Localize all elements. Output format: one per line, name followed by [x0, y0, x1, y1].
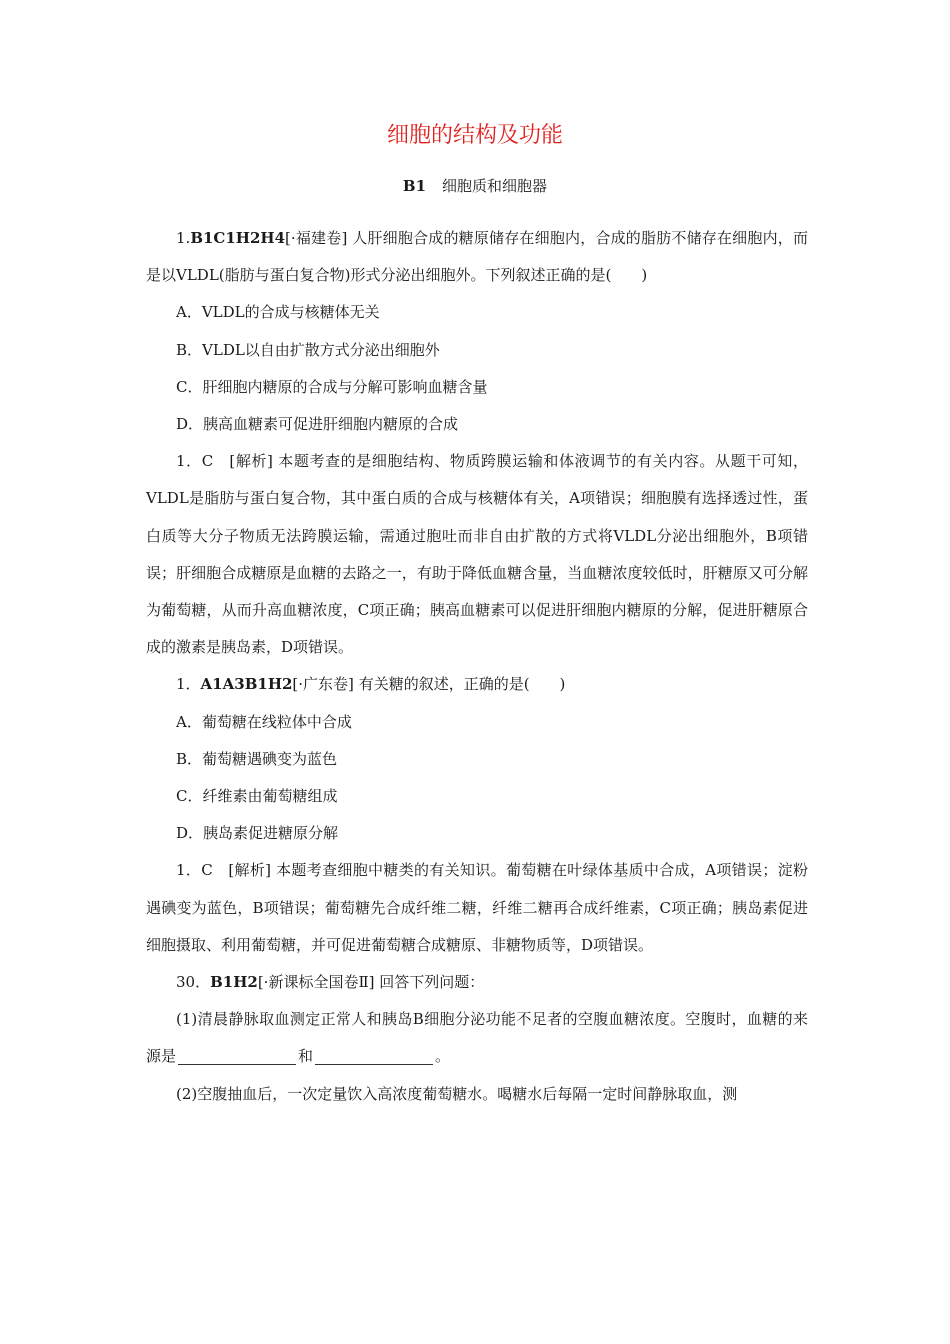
question-2-stem	[146, 666, 808, 703]
part-text: (1)清晨静脉取血测定正常人和胰岛B细胞分泌功能不足者的空腹血糖浓度。空腹时，血糖的来源是	[146, 1010, 808, 1066]
document-body	[146, 220, 808, 1113]
knowledge-tag: A1A3B1H2	[200, 675, 293, 694]
answer-explanation-2: 1．C [解析] 本题考查细胞中糖类的有关知识。葡萄糖在叶绿体基质中合成，A项错误；淀粉遇碘变为蓝色，B项错误；葡萄糖先合成纤维二糖，纤维二糖再合成纤维素，C项正确；胰岛素促进细胞摄取、利用葡萄糖，并可促进葡萄糖合成糖原、非糖物质等，D项错误。	[146, 861, 808, 954]
option-c: C．肝细胞内糖原的合成与分解可影响血糖含量	[176, 377, 488, 396]
section-code: B1	[402, 177, 427, 195]
question-source: [·福建卷]	[285, 229, 348, 247]
option-d: D．胰岛素促进糖原分解	[176, 824, 339, 843]
section-title: 细胞质和细胞器	[442, 177, 548, 195]
question-number: 30．	[176, 973, 211, 992]
answer-explanation-1: 1．C [解析] 本题考查的是细胞结构、物质跨膜运输和体液调节的有关内容。从题干可知，VLDL是脂肪与蛋白复合物，其中蛋白质的合成与核糖体有关，A项错误；细胞膜有选择透过性，蛋白质等大分子物质无法跨膜运输，需通过胞吐而非自由扩散的方式将VLDL分泌出细胞外，B项错误；肝细胞合成糖原是血糖的去路之一，有助于降低血糖含量，当血糖浓度较低时，肝糖原又可分解为葡萄糖，从而升高血糖浓度，C项正确；胰高血糖素可以促进肝细胞内糖原的分解，促进肝糖原合成的激素是胰岛素，D项错误。	[146, 452, 808, 657]
section-heading	[0, 174, 950, 198]
question-text: 有关糖的叙述，正确的是( )	[358, 675, 566, 694]
option-d: D．胰高血糖素可促进肝细胞内糖原的合成	[176, 415, 459, 434]
answer-blank-1[interactable]	[178, 1046, 296, 1065]
question-text: 回答下列问题：	[379, 973, 485, 992]
page-title: 细胞的结构及功能	[386, 123, 563, 148]
knowledge-tag: B1C1H2H4	[190, 229, 286, 247]
question-30-part-1	[146, 1001, 808, 1075]
option-c: C．纤维素由葡萄糖组成	[176, 787, 338, 806]
question-number: 1.	[176, 229, 191, 247]
question-30-part-2: (2)空腹抽血后，一次定量饮入高浓度葡萄糖水。喝糖水后每隔一定时间静脉取血，测	[176, 1084, 738, 1103]
part-text: 和	[298, 1047, 314, 1066]
option-b: B．葡萄糖遇碘变为蓝色	[176, 749, 338, 768]
question-source: [·广东卷]	[292, 675, 354, 694]
option-a: A．VLDL的合成与核糖体无关	[176, 303, 380, 322]
knowledge-tag: B1H2	[210, 973, 258, 992]
option-b: B．VLDL以自由扩散方式分泌出细胞外	[176, 340, 440, 359]
question-source: [·新课标全国卷Ⅱ]	[257, 973, 375, 992]
question-1-stem	[146, 220, 808, 294]
answer-blank-2[interactable]	[315, 1046, 433, 1065]
question-text: 人肝细胞合成的糖原储存在细胞内，合成的脂肪不储存在细胞内，而是以VLDL(脂肪与蛋白复合物)形式分泌出细胞外。下列叙述正确的是( )	[146, 229, 808, 285]
part-text: 。	[435, 1047, 451, 1066]
question-number: 1．	[176, 675, 201, 694]
option-a: A．葡萄糖在线粒体中合成	[176, 712, 352, 731]
question-30-stem	[146, 964, 808, 1001]
